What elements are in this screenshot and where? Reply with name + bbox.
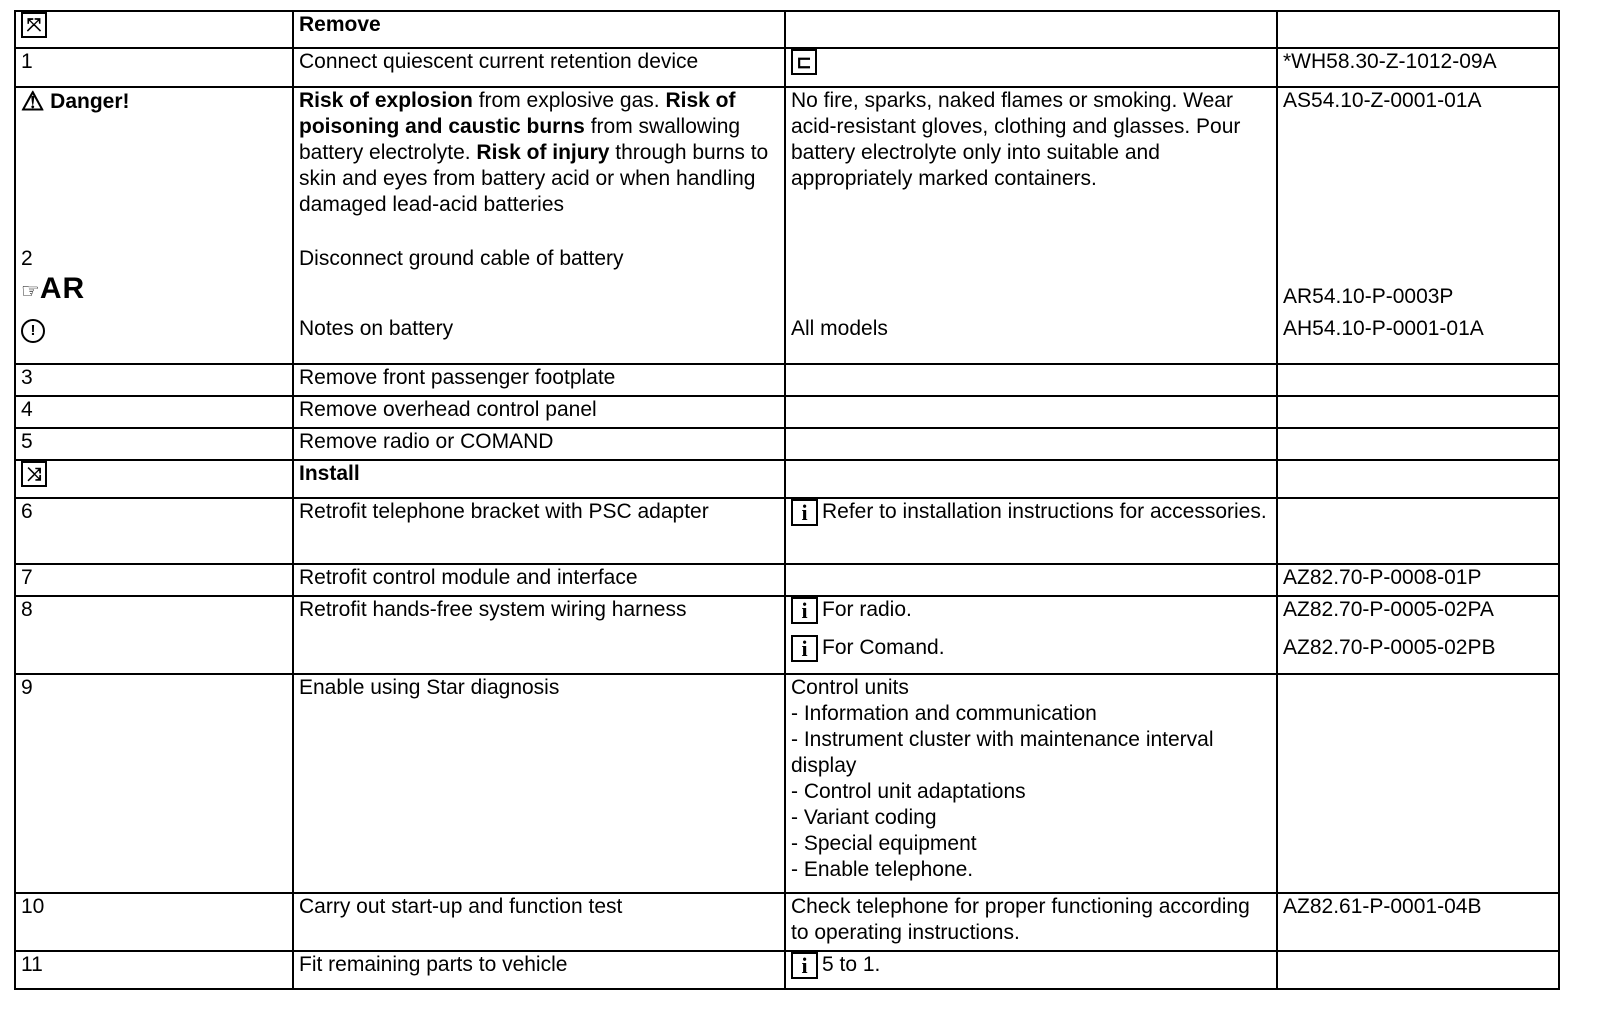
remove-icon: ⤧ <box>21 12 47 38</box>
battery-block-row <box>15 87 1559 364</box>
list-item: - Information and communication <box>791 702 1097 725</box>
step-number: 4 <box>15 396 293 428</box>
danger-measures: No fire, sparks, naked flames or smoking. Wear acid-resistant gloves, clothing and glasses. Pour battery electrolyte only into suitable and appropriately marked containers. <box>791 89 1241 190</box>
step-ref[interactable]: AZ82.70-P-0008-01P <box>1277 564 1559 596</box>
step-number: 8 <box>15 596 293 674</box>
step-number: 6 <box>15 498 293 564</box>
table-row <box>15 498 1559 564</box>
step-text: Remove overhead control panel <box>293 396 785 428</box>
install-label: Install <box>293 460 785 498</box>
ar-marker: ☞AR <box>21 272 86 305</box>
pointing-hand-icon: ☞ <box>21 280 40 303</box>
step-text: Retrofit hands-free system wiring harness <box>293 596 785 674</box>
step-number: 10 <box>15 893 293 951</box>
step-info: i Refer to installation instructions for accessories. <box>785 498 1277 564</box>
step-ref[interactable]: AZ82.70-P-0005-02PA <box>1283 598 1494 621</box>
step-number: 9 <box>15 674 293 893</box>
step-text: Fit remaining parts to vehicle <box>293 951 785 989</box>
table-row <box>15 674 1559 893</box>
install-header-row <box>15 460 1559 498</box>
step-number: 1 <box>15 48 293 87</box>
info-icon: i <box>791 635 818 662</box>
procedure-table <box>14 10 1560 990</box>
note-icon: ! <box>21 319 45 343</box>
step-ref[interactable]: AZ82.61-P-0001-04B <box>1277 893 1559 951</box>
table-row <box>15 564 1559 596</box>
list-item: - Special equipment <box>791 832 977 855</box>
danger-ref[interactable]: AS54.10-Z-0001-01A <box>1283 89 1482 112</box>
step-number: 7 <box>15 564 293 596</box>
danger-text: Risk of explosion from explosive gas. Risk of poisoning and caustic burns from swallowing battery electrolyte. Risk of injury through burns to skin and eyes from battery acid or when handling damaged lead-acid batteries <box>299 89 769 216</box>
table-row <box>15 364 1559 396</box>
step-text: Retrofit telephone bracket with PSC adapter <box>293 498 785 564</box>
step-text: Remove front passenger footplate <box>293 364 785 396</box>
ar-ref[interactable]: AR54.10-P-0003P <box>1283 285 1454 308</box>
notes-link[interactable]: Notes on battery <box>299 317 454 340</box>
step-text: Connect quiescent current retention device <box>293 48 785 87</box>
step-number: 3 <box>15 364 293 396</box>
step-info: i 5 to 1. <box>785 951 1277 989</box>
step-number: 11 <box>15 951 293 989</box>
note-icon-wrap <box>21 316 287 343</box>
table-row <box>15 48 1559 87</box>
list-item: - Control unit adaptations <box>791 780 1026 803</box>
list-item: - Enable telephone. <box>791 858 974 881</box>
step-text: Enable using Star diagnosis <box>293 674 785 893</box>
step-info: Check telephone for proper functioning according to operating instructions. <box>785 893 1277 951</box>
notes-ref[interactable]: AH54.10-P-0001-01A <box>1283 317 1484 340</box>
install-icon: ⤨ <box>21 461 47 487</box>
info-icon: i <box>791 597 818 624</box>
table-row <box>15 893 1559 951</box>
step-text: Retrofit control module and interface <box>293 564 785 596</box>
step-number: 5 <box>15 428 293 460</box>
step-number: 2 <box>21 247 33 270</box>
step-text: Remove radio or COMAND <box>293 428 785 460</box>
table-row <box>15 396 1559 428</box>
remove-header-row <box>15 11 1559 48</box>
step-text: Carry out start-up and function test <box>293 893 785 951</box>
warning-triangle-icon: ⚠ <box>21 86 45 116</box>
table-row <box>15 596 1559 674</box>
step-text: Disconnect ground cable of battery <box>299 247 624 270</box>
charger-icon: ⊏ <box>791 49 817 75</box>
step-ref: *WH58.30-Z-1012-09A <box>1277 48 1559 87</box>
control-units-list <box>785 674 1277 893</box>
list-item: - Instrument cluster with maintenance interval display <box>791 728 1214 777</box>
step-info: i For radio. <box>791 597 1271 635</box>
table-row <box>15 951 1559 989</box>
list-heading: Control units <box>791 676 909 699</box>
list-item: - Variant coding <box>791 806 937 829</box>
table-row <box>15 428 1559 460</box>
info-icon: i <box>791 952 818 979</box>
step-ref[interactable]: AZ82.70-P-0005-02PB <box>1283 636 1496 659</box>
danger-warning: ⚠ Danger! <box>21 86 130 116</box>
info-icon: i <box>791 499 818 526</box>
notes-scope: All models <box>791 317 888 340</box>
remove-label: Remove <box>293 11 785 48</box>
step-info: i For Comand. <box>791 635 1271 662</box>
